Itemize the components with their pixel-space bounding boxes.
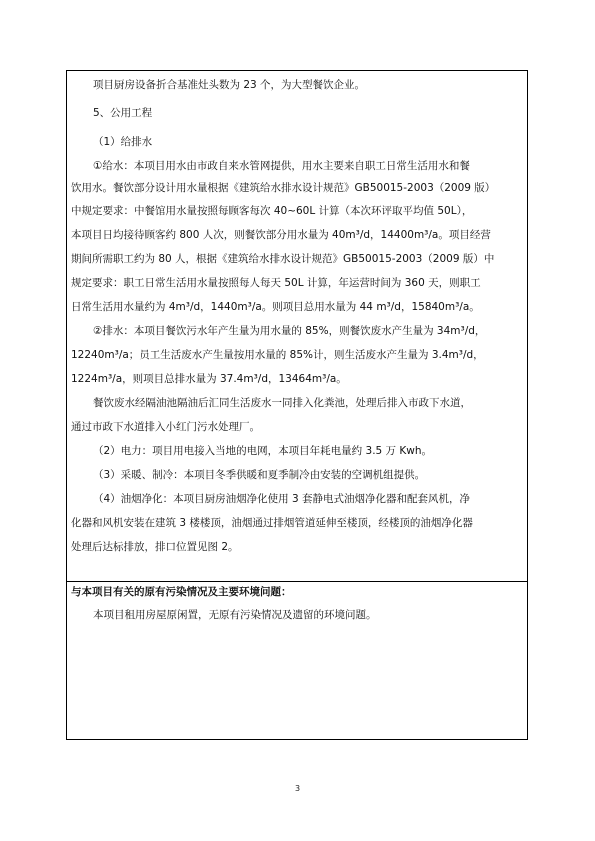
page-number: 3 <box>294 784 301 793</box>
text-line: ②排水：本项目餐饮污水年产生量为用水量的 85%，则餐饮废水产生量为 34m³/d， <box>93 325 486 337</box>
text-line: 处理后达标排放，排口位置见图 2。 <box>71 541 239 553</box>
text-line: 12240m³/a；员工生活废水产生量按用水量的 85%计，则生活废水产生量为 3.4m³/d， <box>71 349 484 361</box>
document-frame <box>66 70 528 740</box>
text-line: （4）油烟净化：本项目厨房油烟净化使用 3 套静电式油烟净化器和配套风机，净 <box>93 493 471 505</box>
text-line: 餐饮废水经隔油池隔油后汇同生活废水一同排入化粪池，处理后排入市政下水道， <box>93 397 471 409</box>
section-heading: 5、公用工程 <box>93 107 153 119</box>
text-line: 化器和风机安装在建筑 3 楼楼顶，油烟通过排烟管道延伸至楼顶，经楼顶的油烟净化器 <box>71 517 473 529</box>
text-line: ①给水：本项目用水由市政自来水管网提供，用水主要来自职工日常生活用水和餐 <box>93 160 470 172</box>
subsection-heading: （1）给排水 <box>93 136 153 148</box>
text-line: 项目厨房设备折合基准灶头数为 23 个，为大型餐饮企业。 <box>93 79 366 91</box>
text-line: 期间所需职工约为 80 人，根据《建筑给水排水设计规范》GB50015-2003（2009 版）中 <box>71 253 495 265</box>
text-line: （2）电力：项目用电接入当地的电网，本项目年耗电量约 3.5 万 Kwh。 <box>93 445 433 457</box>
text-line: 中规定要求：中餐馆用水量按照每顾客每次 40~60L 计算（本次环评取平均值 50L）， <box>71 205 473 217</box>
text-line: 饮用水。餐饮部分设计用水量根据《建筑给水排水设计规范》GB50015-2003（2009 版） <box>71 182 496 194</box>
text-line: 本项目租用房屋原闲置，无原有污染情况及遗留的环境问题。 <box>93 609 377 621</box>
text-line: （3）采暖、制冷：本项目冬季供暖和夏季制冷由安装的空调机组提供。 <box>93 469 426 481</box>
text-line: 本项目日均接待顾客约 800 人次，则餐饮部分用水量为 40m³/d，14400m³/a。项目经营 <box>71 229 491 241</box>
text-line: 日常生活用水量约为 4m³/d，1440m³/a。则项目总用水量为 44 m³/d，15840m³/a。 <box>71 301 480 313</box>
section-divider <box>67 581 527 582</box>
text-line: 1224m³/a，则项目总排水量为 37.4m³/d，13464m³/a。 <box>71 373 347 385</box>
text-line: 通过市政下水道排入小红门污水处理厂。 <box>71 421 260 433</box>
section-heading: 与本项目有关的原有污染情况及主要环境问题： <box>71 586 292 598</box>
text-line: 规定要求：职工日常生活用水量按照每人每天 50L 计算，年运营时间为 360 天，则职工 <box>71 277 481 289</box>
